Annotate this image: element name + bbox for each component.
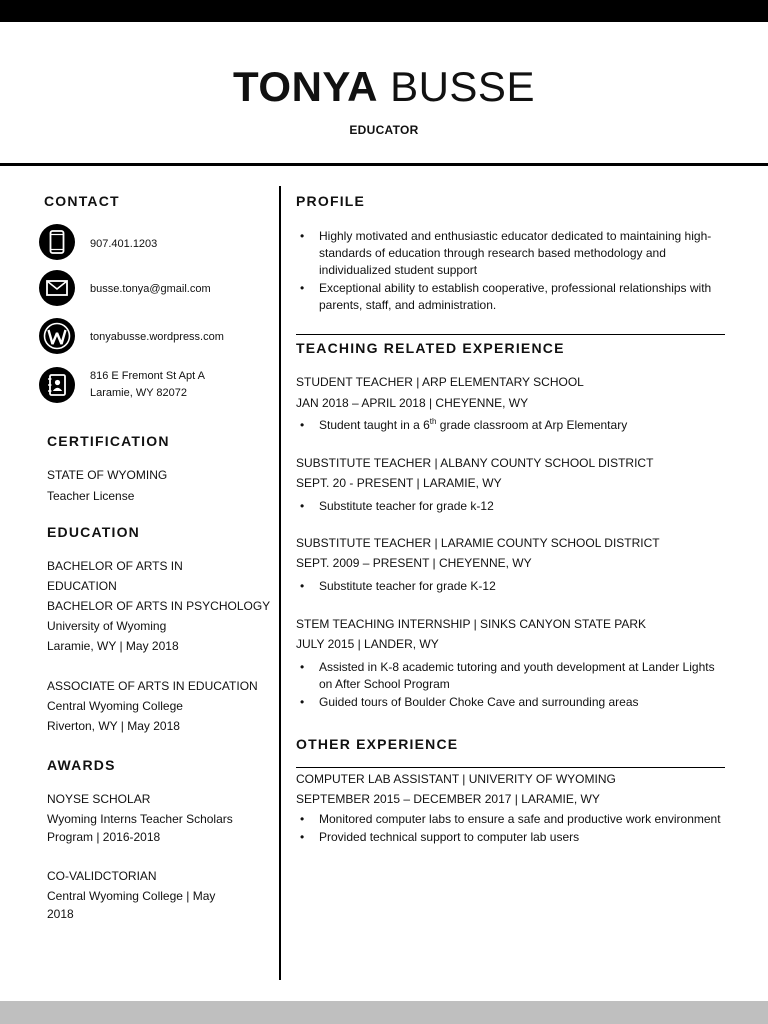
job-title: SUBSTITUTE TEACHER | LARAMIE COUNTY SCHOOL DISTRICT — [296, 536, 660, 550]
list-item: • Substitute teacher for grade k-12 — [297, 498, 722, 515]
awards-heading: AWARDS — [47, 757, 116, 773]
ordinal-suffix: th — [429, 417, 437, 426]
address-line-1: 816 E Fremont St Apt A — [90, 370, 205, 382]
award-title: NOYSE SCHOLAR — [47, 792, 151, 806]
phone-icon — [39, 224, 75, 260]
award-detail: Central Wyoming College | May — [47, 889, 216, 903]
job-dates: SEPT. 2009 – PRESENT | CHEYENNE, WY — [296, 556, 532, 570]
school-location-date: Riverton, WY | May 2018 — [47, 719, 180, 733]
bullet-text: grade classroom at Arp Elementary — [436, 418, 628, 432]
address-book-icon — [39, 367, 75, 403]
contact-heading: CONTACT — [44, 193, 120, 209]
candidate-name — [0, 62, 768, 112]
certification-heading: CERTIFICATION — [47, 433, 170, 449]
job-dates: JULY 2015 | LANDER, WY — [296, 637, 439, 651]
job-bullets — [297, 811, 722, 847]
email-address[interactable]: busse.tonya@gmail.com — [90, 283, 211, 295]
contact-phone — [39, 224, 269, 262]
award-detail: Program | 2016-2018 — [47, 830, 161, 844]
list-item: • Exceptional ability to establish cooperative, professional relationships with parents, staff, and administration. — [297, 280, 722, 314]
phone-number[interactable]: 907.401.1203 — [90, 238, 158, 250]
header-divider — [0, 163, 768, 166]
job-title: STUDENT TEACHER | ARP ELEMENTARY SCHOOL — [296, 375, 584, 389]
list-item: • Assisted in K-8 academic tutoring and youth development at Lander Lights on After School Program — [297, 659, 722, 693]
envelope-icon — [39, 270, 75, 306]
contact-website — [39, 318, 269, 356]
contact-address — [39, 367, 269, 405]
certification-license: Teacher License — [47, 489, 135, 503]
award-title: CO-VALIDCTORIAN — [47, 869, 157, 883]
column-divider — [279, 186, 281, 980]
award-detail: 2018 — [47, 907, 74, 921]
degree-line: EDUCATION — [47, 579, 117, 593]
degree-line: BACHELOR OF ARTS IN — [47, 559, 183, 573]
wordpress-icon — [39, 318, 75, 354]
job-dates: SEPT. 20 - PRESENT | LARAMIE, WY — [296, 476, 502, 490]
degree-line: BACHELOR OF ARTS IN PSYCHOLOGY — [47, 599, 271, 613]
address-line-2: Laramie, WY 82072 — [90, 387, 188, 399]
job-dates: SEPTEMBER 2015 – DECEMBER 2017 | LARAMIE, WY — [296, 792, 600, 806]
school-location-date: Laramie, WY | May 2018 — [47, 639, 179, 653]
certification-state: STATE OF WYOMING — [47, 468, 168, 482]
last-name: BUSSE — [390, 63, 535, 110]
job-title: SUBSTITUTE TEACHER | ALBANY COUNTY SCHOOL DISTRICT — [296, 456, 654, 470]
job-bullets — [297, 498, 722, 516]
degree-line: ASSOCIATE OF ARTS IN EDUCATION — [47, 679, 258, 693]
bullet-text: Student taught in a 6 — [319, 418, 430, 432]
school-name: Central Wyoming College — [47, 699, 183, 713]
section-divider — [296, 767, 725, 768]
footer-bar — [0, 1001, 768, 1024]
job-dates: JAN 2018 – APRIL 2018 | CHEYENNE, WY — [296, 396, 529, 410]
list-item: • Provided technical support to computer lab users — [297, 829, 722, 846]
job-bullets — [297, 659, 722, 712]
job-bullets — [297, 417, 722, 435]
first-name: TONYA — [233, 63, 378, 110]
award-detail: Wyoming Interns Teacher Scholars — [47, 812, 233, 826]
list-item: • Highly motivated and enthusiastic educator dedicated to maintaining high-standards of education through research based methodology and individualized student support — [297, 228, 722, 279]
list-item: • Guided tours of Boulder Choke Cave and surrounding areas — [297, 694, 722, 711]
job-title: COMPUTER LAB ASSISTANT | UNIVERITY OF WYOMING — [296, 772, 616, 786]
job-bullets — [297, 578, 722, 596]
top-banner — [0, 0, 768, 22]
website-link[interactable]: tonyabusse.wordpress.com — [90, 331, 224, 343]
list-item: • Substitute teacher for grade K-12 — [297, 578, 722, 595]
list-item — [297, 417, 722, 434]
profile-list — [297, 228, 722, 315]
teaching-heading: TEACHING RELATED EXPERIENCE — [296, 340, 565, 356]
job-title: EDUCATOR — [349, 123, 419, 137]
contact-email — [39, 270, 269, 308]
other-experience-heading: OTHER EXPERIENCE — [296, 736, 459, 752]
profile-heading: PROFILE — [296, 193, 366, 209]
list-item: • Monitored computer labs to ensure a safe and productive work environment — [297, 811, 722, 828]
section-divider — [296, 334, 725, 335]
education-heading: EDUCATION — [47, 524, 140, 540]
school-name: University of Wyoming — [47, 619, 167, 633]
job-title: STEM TEACHING INTERNSHIP | SINKS CANYON STATE PARK — [296, 617, 647, 631]
